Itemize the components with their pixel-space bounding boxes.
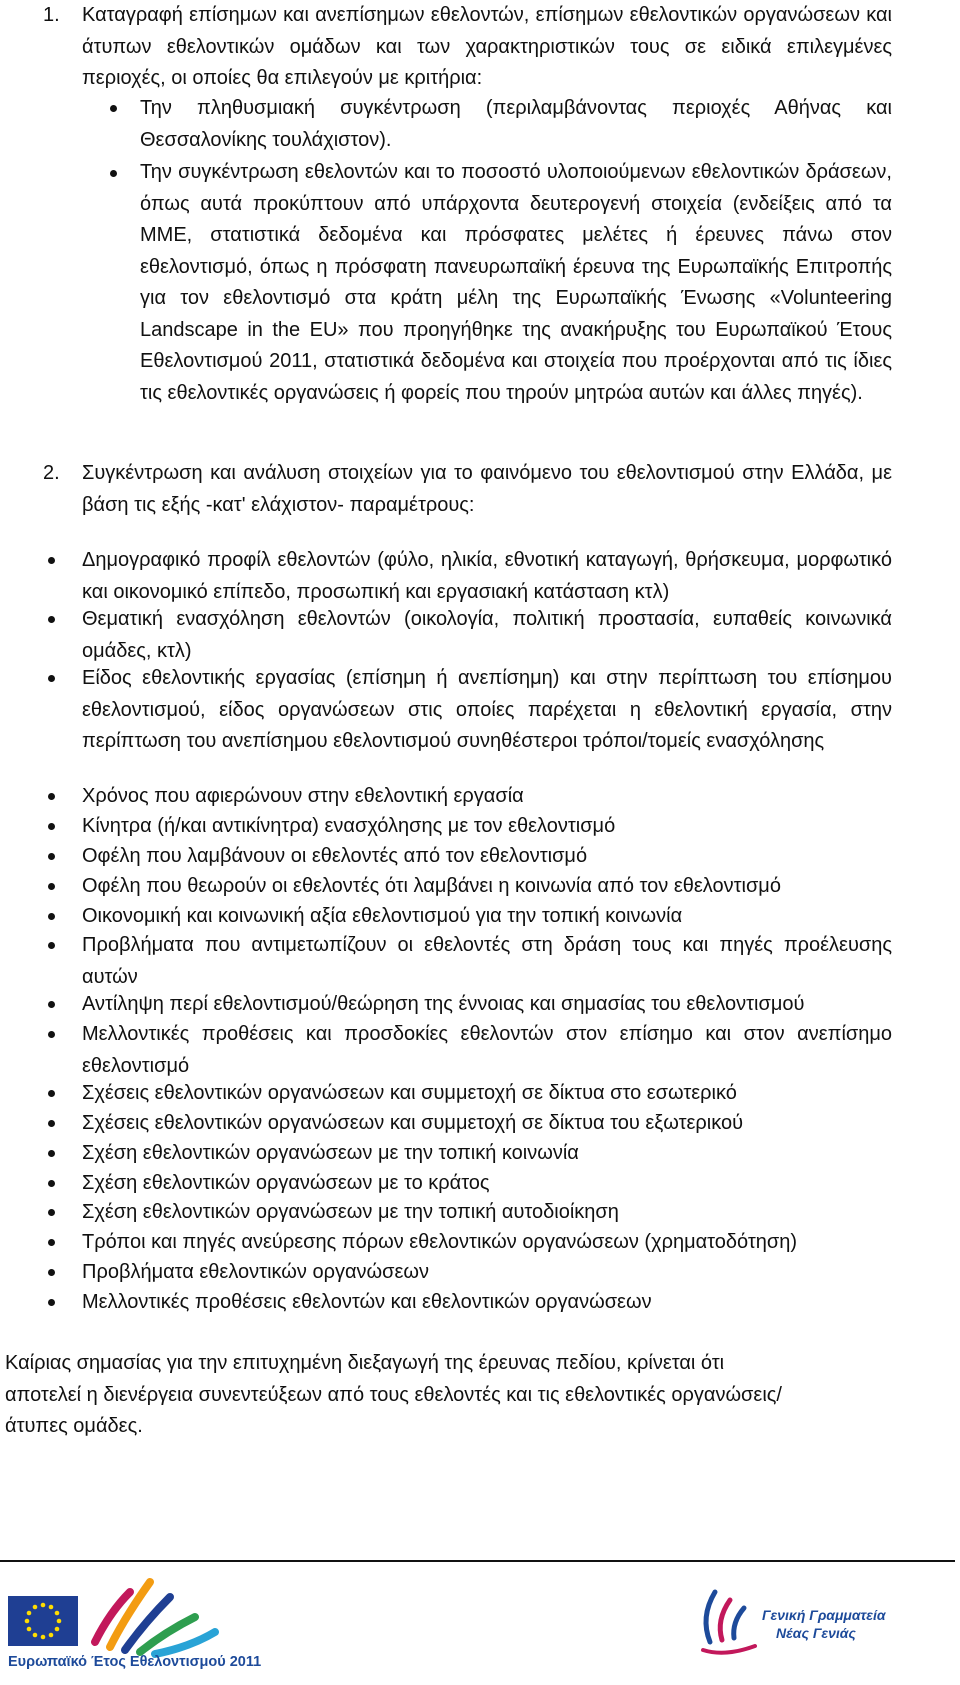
- list-item: Σχέση εθελοντικών οργανώσεων με την τοπική αυτοδιοίκηση: [82, 1201, 619, 1223]
- bullet-icon: [48, 1150, 55, 1157]
- list-item: Την πληθυσμιακή συγκέντρωση (περιλαμβάνοντας περιοχές Αθήνας και Θεσσαλονίκης τουλάχιστον).: [140, 97, 892, 151]
- list-item: Οικονομική και κοινωνική αξία εθελοντισμού για την τοπική κοινωνία: [82, 905, 683, 927]
- section-2-number: 2.: [43, 462, 60, 484]
- bullet-icon: [48, 883, 55, 890]
- list-item: Θεματική ενασχόληση εθελοντών (οικολογία, πολιτική προστασία, ευπαθείς κοινωνικά ομάδες, κτλ): [82, 608, 892, 662]
- bullet-icon: [48, 913, 55, 920]
- list-item: Σχέσεις εθελοντικών οργανώσεων και συμμετοχή σε δίκτυα στο εσωτερικό: [82, 1082, 737, 1104]
- list-item: Μελλοντικές προθέσεις και προσδοκίες εθελοντών στον επίσημο και στον ανεπίσημο εθελοντισμό: [82, 1023, 892, 1077]
- list-item: Σχέση εθελοντικών οργανώσεων με την τοπική κοινωνία: [82, 1142, 579, 1164]
- footer-logos: [0, 1562, 960, 1674]
- list-item: Προβλήματα εθελοντικών οργανώσεων: [82, 1261, 429, 1283]
- eu-flag-icon: [8, 1596, 78, 1646]
- section-2-text: Συγκέντρωση και ανάλυση στοιχείων για το φαινόμενο του εθελοντισμού στην Ελλάδα, με βάση τις εξής -κατ' ελάχιστον- παραμέτρους:: [82, 462, 892, 516]
- bullet-icon: [48, 823, 55, 830]
- bullet-icon: [48, 616, 55, 623]
- bullet-icon: [48, 1090, 55, 1097]
- section-1-text: Καταγραφή επίσημων και ανεπίσημων εθελοντών, επίσημων εθελοντικών οργανώσεων και άτυπων εθελοντικών ομάδων και των χαρακτηριστικών τους σε ειδικά επιλεγμένες περιοχές, οι οποίες θα επιλεγούν με κριτήρια:: [82, 4, 892, 89]
- youth-secretariat-logo-icon: [703, 1592, 755, 1653]
- bullet-icon: [48, 1299, 55, 1306]
- list-item: Οφέλη που θεωρούν οι εθελοντές ότι λαμβάνει η κοινωνία από τον εθελοντισμό: [82, 875, 781, 897]
- list-item: Χρόνος που αφιερώνουν στην εθελοντική εργασία: [82, 785, 524, 807]
- list-item: Οφέλη που λαμβάνουν οι εθελοντές από τον εθελοντισμό: [82, 845, 588, 867]
- bullet-icon: [48, 1209, 55, 1216]
- footer: [0, 1562, 960, 1674]
- list-item: Τρόποι και πηγές ανεύρεσης πόρων εθελοντικών οργανώσεων (χρηματοδότηση): [82, 1231, 798, 1253]
- bullet-icon: [110, 170, 117, 177]
- bullet-icon: [48, 557, 55, 564]
- list-item: Σχέσεις εθελοντικών οργανώσεων και συμμετοχή σε δίκτυα του εξωτερικού: [82, 1112, 744, 1134]
- bullet-icon: [48, 1120, 55, 1127]
- list-item: Κίνητρα (ή/και αντικίνητρα) ενασχόλησης με τον εθελοντισμό: [82, 815, 616, 837]
- closing-paragraph: Καίριας σημασίας για την επιτυχημένη διεξαγωγή της έρευνας πεδίου, κρίνεται ότι αποτελεί η διενέργεια συνεντεύξεων από τους εθελοντές και τις εθελοντικές οργανώσεις/άτυπες ομάδες.: [5, 1352, 782, 1437]
- bullet-icon: [48, 793, 55, 800]
- bullet-icon: [48, 1239, 55, 1246]
- bullet-icon: [48, 1180, 55, 1187]
- list-item: Την συγκέντρωση εθελοντών και το ποσοστό υλοποιούμενων εθελοντικών δράσεων, όπως αυτά προκύπτουν από υπάρχοντα δευτερογενή στοιχεία (ενδείξεις από τα ΜΜΕ, στατιστικά δεδομένα και πρόσφατες μελέτες ή έρευνες πάνω στον εθελοντισμό, όπως η πρόσφατη πανευρωπαϊκή έρευνα της Ευρωπαϊκής Επιτροπής για τον εθελοντισμό στα κράτη μέλη της Ευρωπαϊκής Ένωσης «Volunteering Landscape in the EU» που προηγήθηκε της ανακήρυξης του Ευρωπαϊκού Έτους Εθελοντισμού 2011, στατιστικά δεδομένα και στοιχεία που προέρχονται από τις ίδιες τις εθελοντικές οργανώσεις ή φορείς που τηρούν μητρώα αυτών και άλλες πηγές).: [140, 161, 892, 404]
- left-logo-text: Ευρωπαϊκό Έτος Εθελοντισμού 2011: [8, 1654, 262, 1670]
- bullet-icon: [110, 105, 117, 112]
- list-item: Δημογραφικό προφίλ εθελοντών (φύλο, ηλικία, εθνοτική καταγωγή, θρήσκευμα, μορφωτικό και οικονομικό επίπεδο, προσωπική και εργασιακή κατάσταση κτλ): [82, 549, 892, 603]
- bullet-icon: [48, 942, 55, 949]
- bullet-icon: [48, 1031, 55, 1038]
- right-logo-line1: Γενική Γραμματεία: [762, 1607, 886, 1623]
- list-item: Σχέση εθελοντικών οργανώσεων με το κράτος: [82, 1172, 490, 1194]
- list-item: Προβλήματα που αντιμετωπίζουν οι εθελοντές στη δράση τους και πηγές προέλευσης αυτών: [82, 934, 892, 988]
- bullet-icon: [48, 1001, 55, 1008]
- list-item: Αντίληψη περί εθελοντισμού/θεώρηση της έννοιας και σημασίας του εθελοντισμού: [82, 993, 805, 1015]
- list-item: Μελλοντικές προθέσεις εθελοντών και εθελοντικών οργανώσεων: [82, 1291, 652, 1313]
- section-1-number: 1.: [43, 4, 60, 26]
- volunteering-year-logo-icon: [95, 1582, 215, 1654]
- bullet-icon: [48, 675, 55, 682]
- bullet-icon: [48, 1269, 55, 1276]
- right-logo-line2: Νέας Γενιάς: [776, 1625, 856, 1641]
- list-item: Είδος εθελοντικής εργασίας (επίσημη ή ανεπίσημη) και στην περίπτωση του επίσημου εθελοντισμού, είδος οργανώσεων στις οποίες παρέχεται η εθελοντική εργασία, στην περίπτωση του ανεπίσημου εθελοντισμού συνηθέστεροι τρόποι/τομείς ενασχόλησης: [82, 667, 892, 752]
- bullet-icon: [48, 853, 55, 860]
